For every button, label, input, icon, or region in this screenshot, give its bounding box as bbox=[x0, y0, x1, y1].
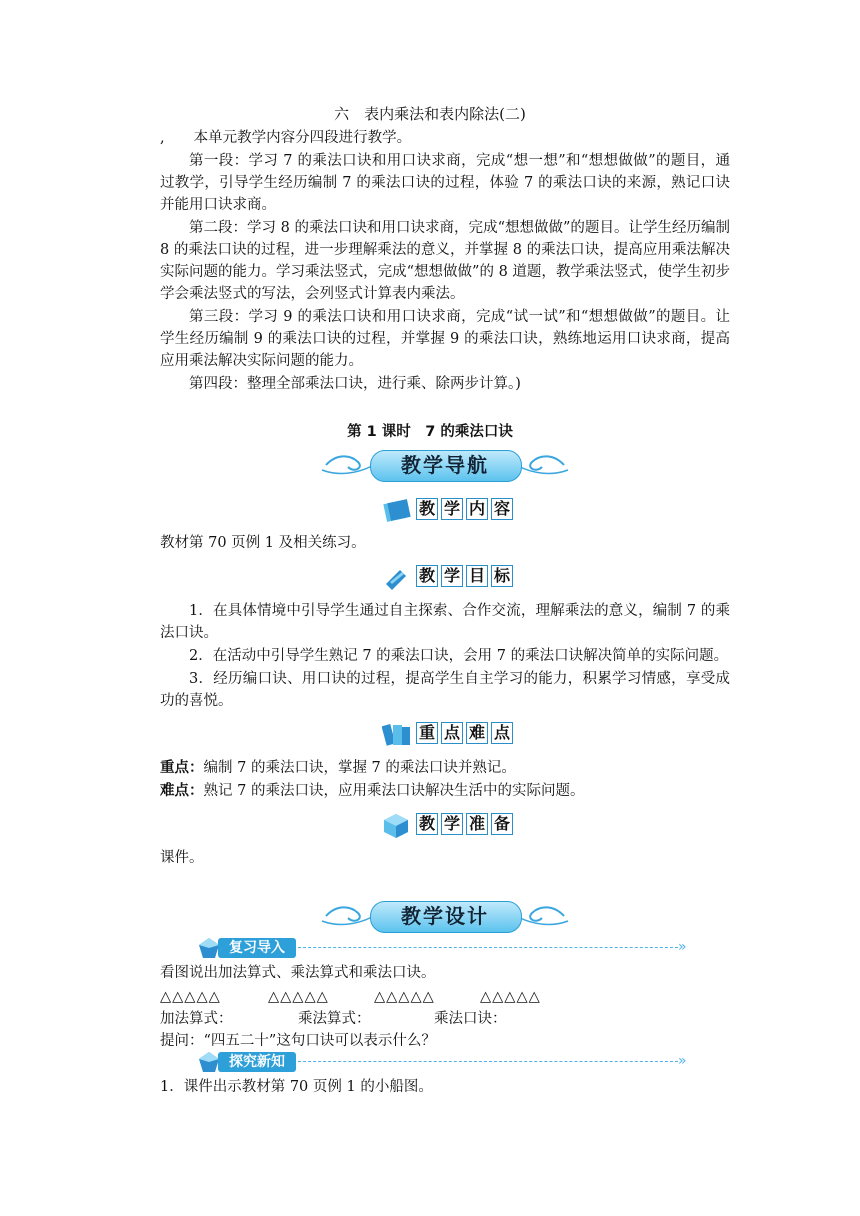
intro-paragraph-1: 第一段：学习 7 的乘法口诀和用口诀求商，完成“想一想”和“想想做做”的题目，通过教学，引导学生经历编制 7 的乘法口诀的过程，体验 7 的乘法口诀的来源，熟记口诀并能用口诀求商。 bbox=[160, 153, 730, 213]
heading-char: 重 bbox=[416, 722, 438, 744]
multiplication-label: 乘法算式： bbox=[298, 1011, 371, 1027]
intro-lead: , 本单元教学内容分四段进行教学。 bbox=[160, 130, 412, 146]
key-point-text: 编制 7 的乘法口诀，掌握 7 的乘法口诀并熟记。 bbox=[203, 760, 516, 776]
chapter-title: 六 表内乘法和表内除法(二) bbox=[334, 105, 526, 123]
heading-char: 标 bbox=[491, 565, 513, 587]
teaching-design-banner bbox=[320, 899, 570, 933]
rhyme-label: 乘法口诀： bbox=[434, 1011, 507, 1027]
section-heading-key-points bbox=[382, 721, 522, 747]
lesson-title: 第 1 课时 7 的乘法口诀 bbox=[347, 424, 513, 440]
section-heading-content bbox=[382, 497, 522, 523]
heading-char: 目 bbox=[466, 565, 488, 587]
addition-label: 加法算式： bbox=[160, 1011, 233, 1027]
double-arrow-icon: » bbox=[678, 1053, 687, 1069]
review-question: 提问：“四五二十”这句口诀可以表示什么？ bbox=[160, 1033, 436, 1049]
content-text: 教材第 70 页例 1 及相关练习。 bbox=[160, 535, 366, 551]
goal-1: 1．在具体情境中引导学生通过自主探索、合作交流，理解乘法的意义，编制 7 的乘法口诀。 bbox=[160, 603, 730, 641]
heading-char: 点 bbox=[441, 722, 463, 744]
intro-paragraph-2: 第二段：学习 8 的乘法口诀和用口诀求商，完成“想想做做”的题目。让学生经历编制 8 的乘法口诀的过程，进一步理解乘法的意义，并掌握 8 的乘法口诀，提高应用乘法解决实际问题的能力。学习乘法竖式，完成“想想做做”的 8 道题，教学乘法竖式，使学生初步学会乘法竖式的写法，会列竖式计算表内乘法。 bbox=[160, 220, 730, 302]
heading-char: 备 bbox=[491, 813, 513, 835]
intro-paragraph-3: 第三段：学习 9 的乘法口诀和用口诀求商，完成“试一试”和“想想做做”的题目。让学生经历编制 9 的乘法口诀的过程，并掌握 9 的乘法口诀，熟练地运用口诀求商，提高应用乘法解决实际问题的能力。 bbox=[160, 309, 730, 369]
heading-char: 容 bbox=[491, 498, 513, 520]
teaching-guide-banner bbox=[320, 448, 570, 482]
preparation-text: 课件。 bbox=[160, 850, 204, 866]
heading-char: 点 bbox=[491, 722, 513, 744]
difficult-point bbox=[160, 781, 584, 801]
difficult-point-text: 熟记 7 的乘法口诀，应用乘法口诀解决生活中的实际问题。 bbox=[203, 783, 585, 799]
key-point bbox=[160, 758, 516, 778]
heading-char: 教 bbox=[416, 565, 438, 587]
section-heading-goals bbox=[382, 564, 522, 590]
heading-char: 学 bbox=[441, 813, 463, 835]
books-icon bbox=[382, 721, 412, 747]
banner-title: 教学导航 bbox=[401, 453, 489, 477]
goal-3: 3．经历编口诀、用口诀的过程，提高学生自主学习的能力，积累学习情感，享受成功的喜悦。 bbox=[160, 671, 730, 709]
heading-char: 内 bbox=[466, 498, 488, 520]
difficult-point-label: 难点： bbox=[160, 783, 204, 799]
explore-step-1: 1．课件出示教材第 70 页例 1 的小船图。 bbox=[160, 1079, 433, 1095]
heading-char: 学 bbox=[441, 498, 463, 520]
pencil-icon bbox=[382, 564, 412, 590]
gem-icon bbox=[198, 937, 220, 959]
explore-heading bbox=[198, 1051, 698, 1073]
gem-icon bbox=[198, 1051, 220, 1073]
triangles-group-4: △△△△△ bbox=[480, 989, 541, 1005]
heading-char: 教 bbox=[416, 498, 438, 520]
review-instruction: 看图说出加法算式、乘法算式和乘法口诀。 bbox=[160, 965, 436, 981]
goal-2: 2．在活动中引导学生熟记 7 的乘法口诀，会用 7 的乘法口诀解决简单的实际问题。 bbox=[189, 648, 729, 664]
banner-title: 教学设计 bbox=[401, 904, 489, 928]
review-label: 复习导入 bbox=[218, 938, 296, 958]
folder-icon bbox=[382, 497, 412, 523]
intro-paragraph-4: 第四段：整理全部乘法口诀，进行乘、除两步计算。) bbox=[189, 376, 521, 392]
key-point-label: 重点： bbox=[160, 760, 204, 776]
triangles-group-3: △△△△△ bbox=[374, 989, 435, 1005]
explore-label: 探究新知 bbox=[218, 1052, 296, 1072]
triangles-group-1: △△△△△ bbox=[160, 989, 221, 1005]
heading-char: 准 bbox=[466, 813, 488, 835]
cube-icon bbox=[382, 812, 412, 838]
heading-char: 教 bbox=[416, 813, 438, 835]
heading-char: 学 bbox=[441, 565, 463, 587]
heading-char: 难 bbox=[466, 722, 488, 744]
section-heading-preparation bbox=[382, 812, 522, 838]
triangles-group-2: △△△△△ bbox=[268, 989, 329, 1005]
review-heading bbox=[198, 937, 698, 959]
double-arrow-icon: » bbox=[678, 939, 687, 955]
